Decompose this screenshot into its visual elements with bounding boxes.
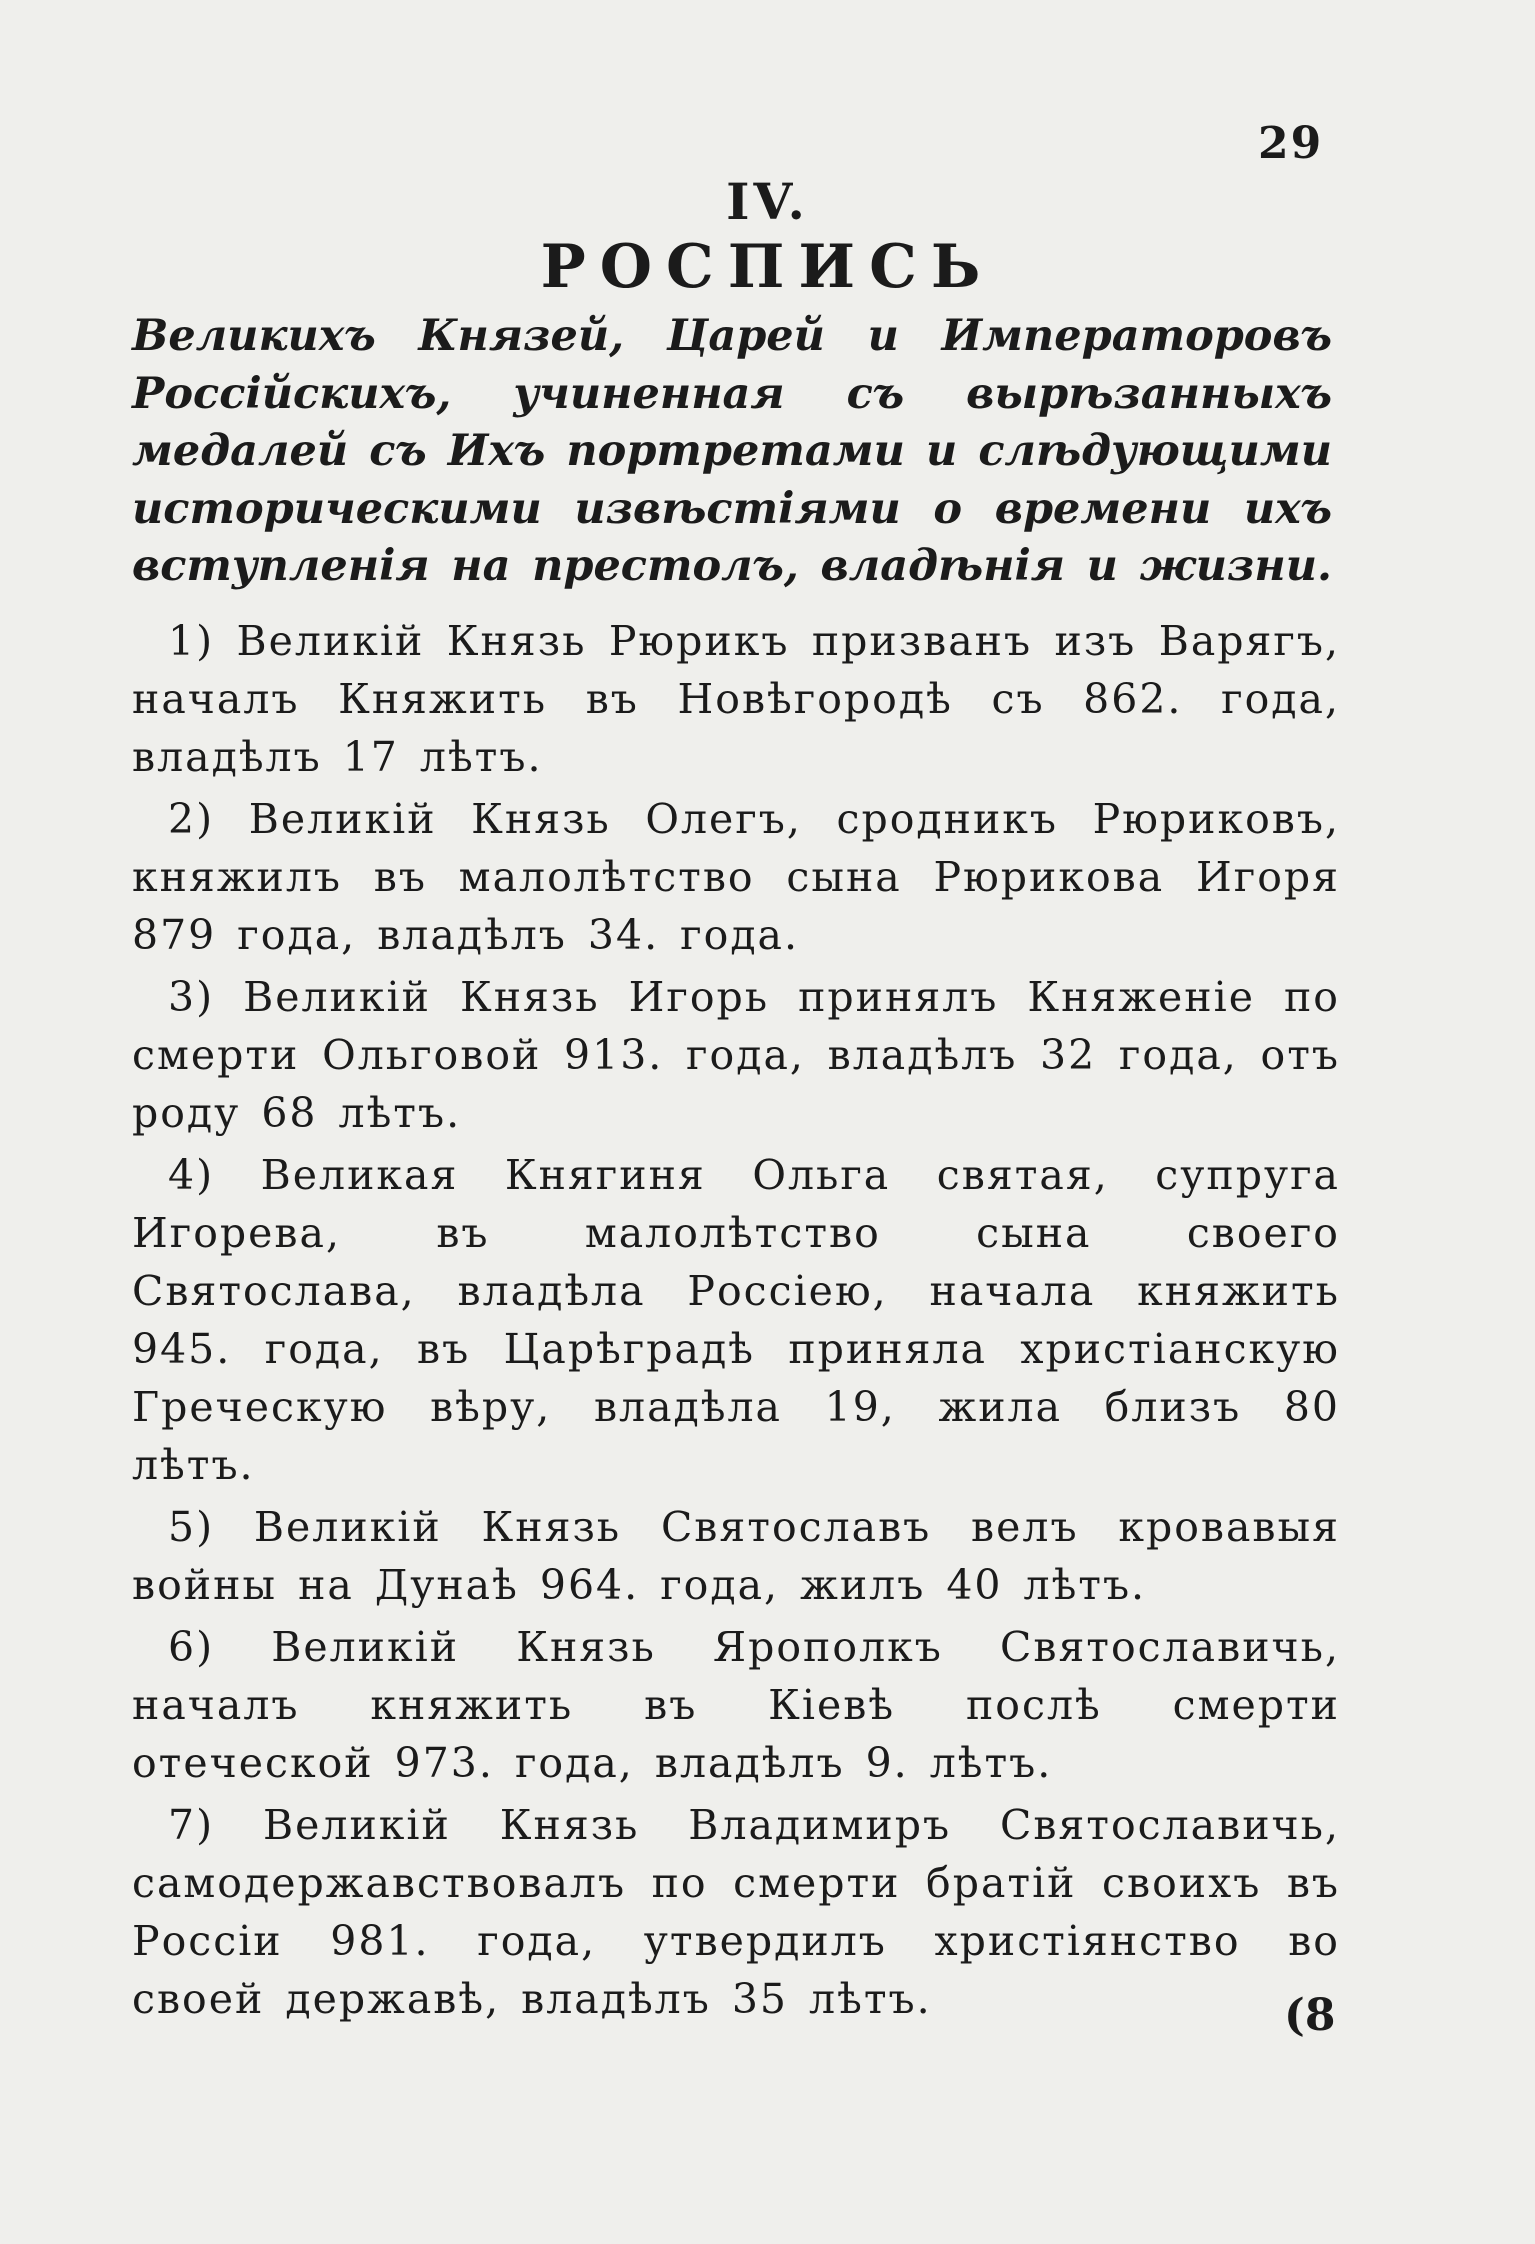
entry-2: 2) Великiй Князь Олегъ, сродникъ Рюриковъ, княжилъ въ малолѣтство сына Рюрикова Игоря 879 года, владѣлъ 34. года. [132, 795, 1340, 959]
entry-4: 4) Великая Княгиня Ольга святая, супруга Игорева, въ малолѣтство сына своего Святослава, владѣла Россiею, начала княжить 945. года, въ Царѣградѣ приняла христiанскую Греческую вѣру, владѣла 19, жила близъ 80 лѣтъ. [132, 1151, 1340, 1489]
entry-list [132, 612, 1340, 2032]
entry-5: 5) Великiй Князь Святославъ велъ кровавыя войны на Дунаѣ 964. года, жилъ 40 лѣтъ. [132, 1503, 1340, 1609]
page-title: РОСПИСЬ [540, 232, 995, 302]
section-number: IV. [726, 172, 809, 231]
entry-6: 6) Великiй Князь Ярополкъ Святославичь, началъ княжить въ Кiевѣ послѣ смерти отеческой 973. года, владѣлъ 9. лѣтъ. [132, 1623, 1340, 1787]
catchword: (8 [1284, 1990, 1336, 2041]
entry-7: 7) Великiй Князь Владимиръ Святославичь, самодержавствовалъ по смерти братiй своихъ въ Россiи 981. года, утвердилъ христiянство во своей державѣ, владѣлъ 35 лѣтъ. [132, 1801, 1340, 2023]
page-number: 29 [1258, 118, 1324, 169]
entry-3: 3) Великiй Князь Игорь принялъ Княженiе по смерти Ольговой 913. года, владѣлъ 32 года, отъ роду 68 лѣтъ. [132, 973, 1340, 1137]
subtitle: Великихъ Князей, Царей и Императоровъ Россiйскихъ, учиненная съ вырѣзанныхъ медалей съ Ихъ портретами и слѣдующими историческими извѣстiями о времени ихъ вступленiя на престолъ, владѣнiя и жизни. [132, 311, 1332, 591]
entry-1: 1) Великiй Князь Рюрикъ призванъ изъ Варягъ, началъ Княжить въ Новѣгородѣ съ 862. года, владѣлъ 17 лѣтъ. [132, 617, 1340, 781]
